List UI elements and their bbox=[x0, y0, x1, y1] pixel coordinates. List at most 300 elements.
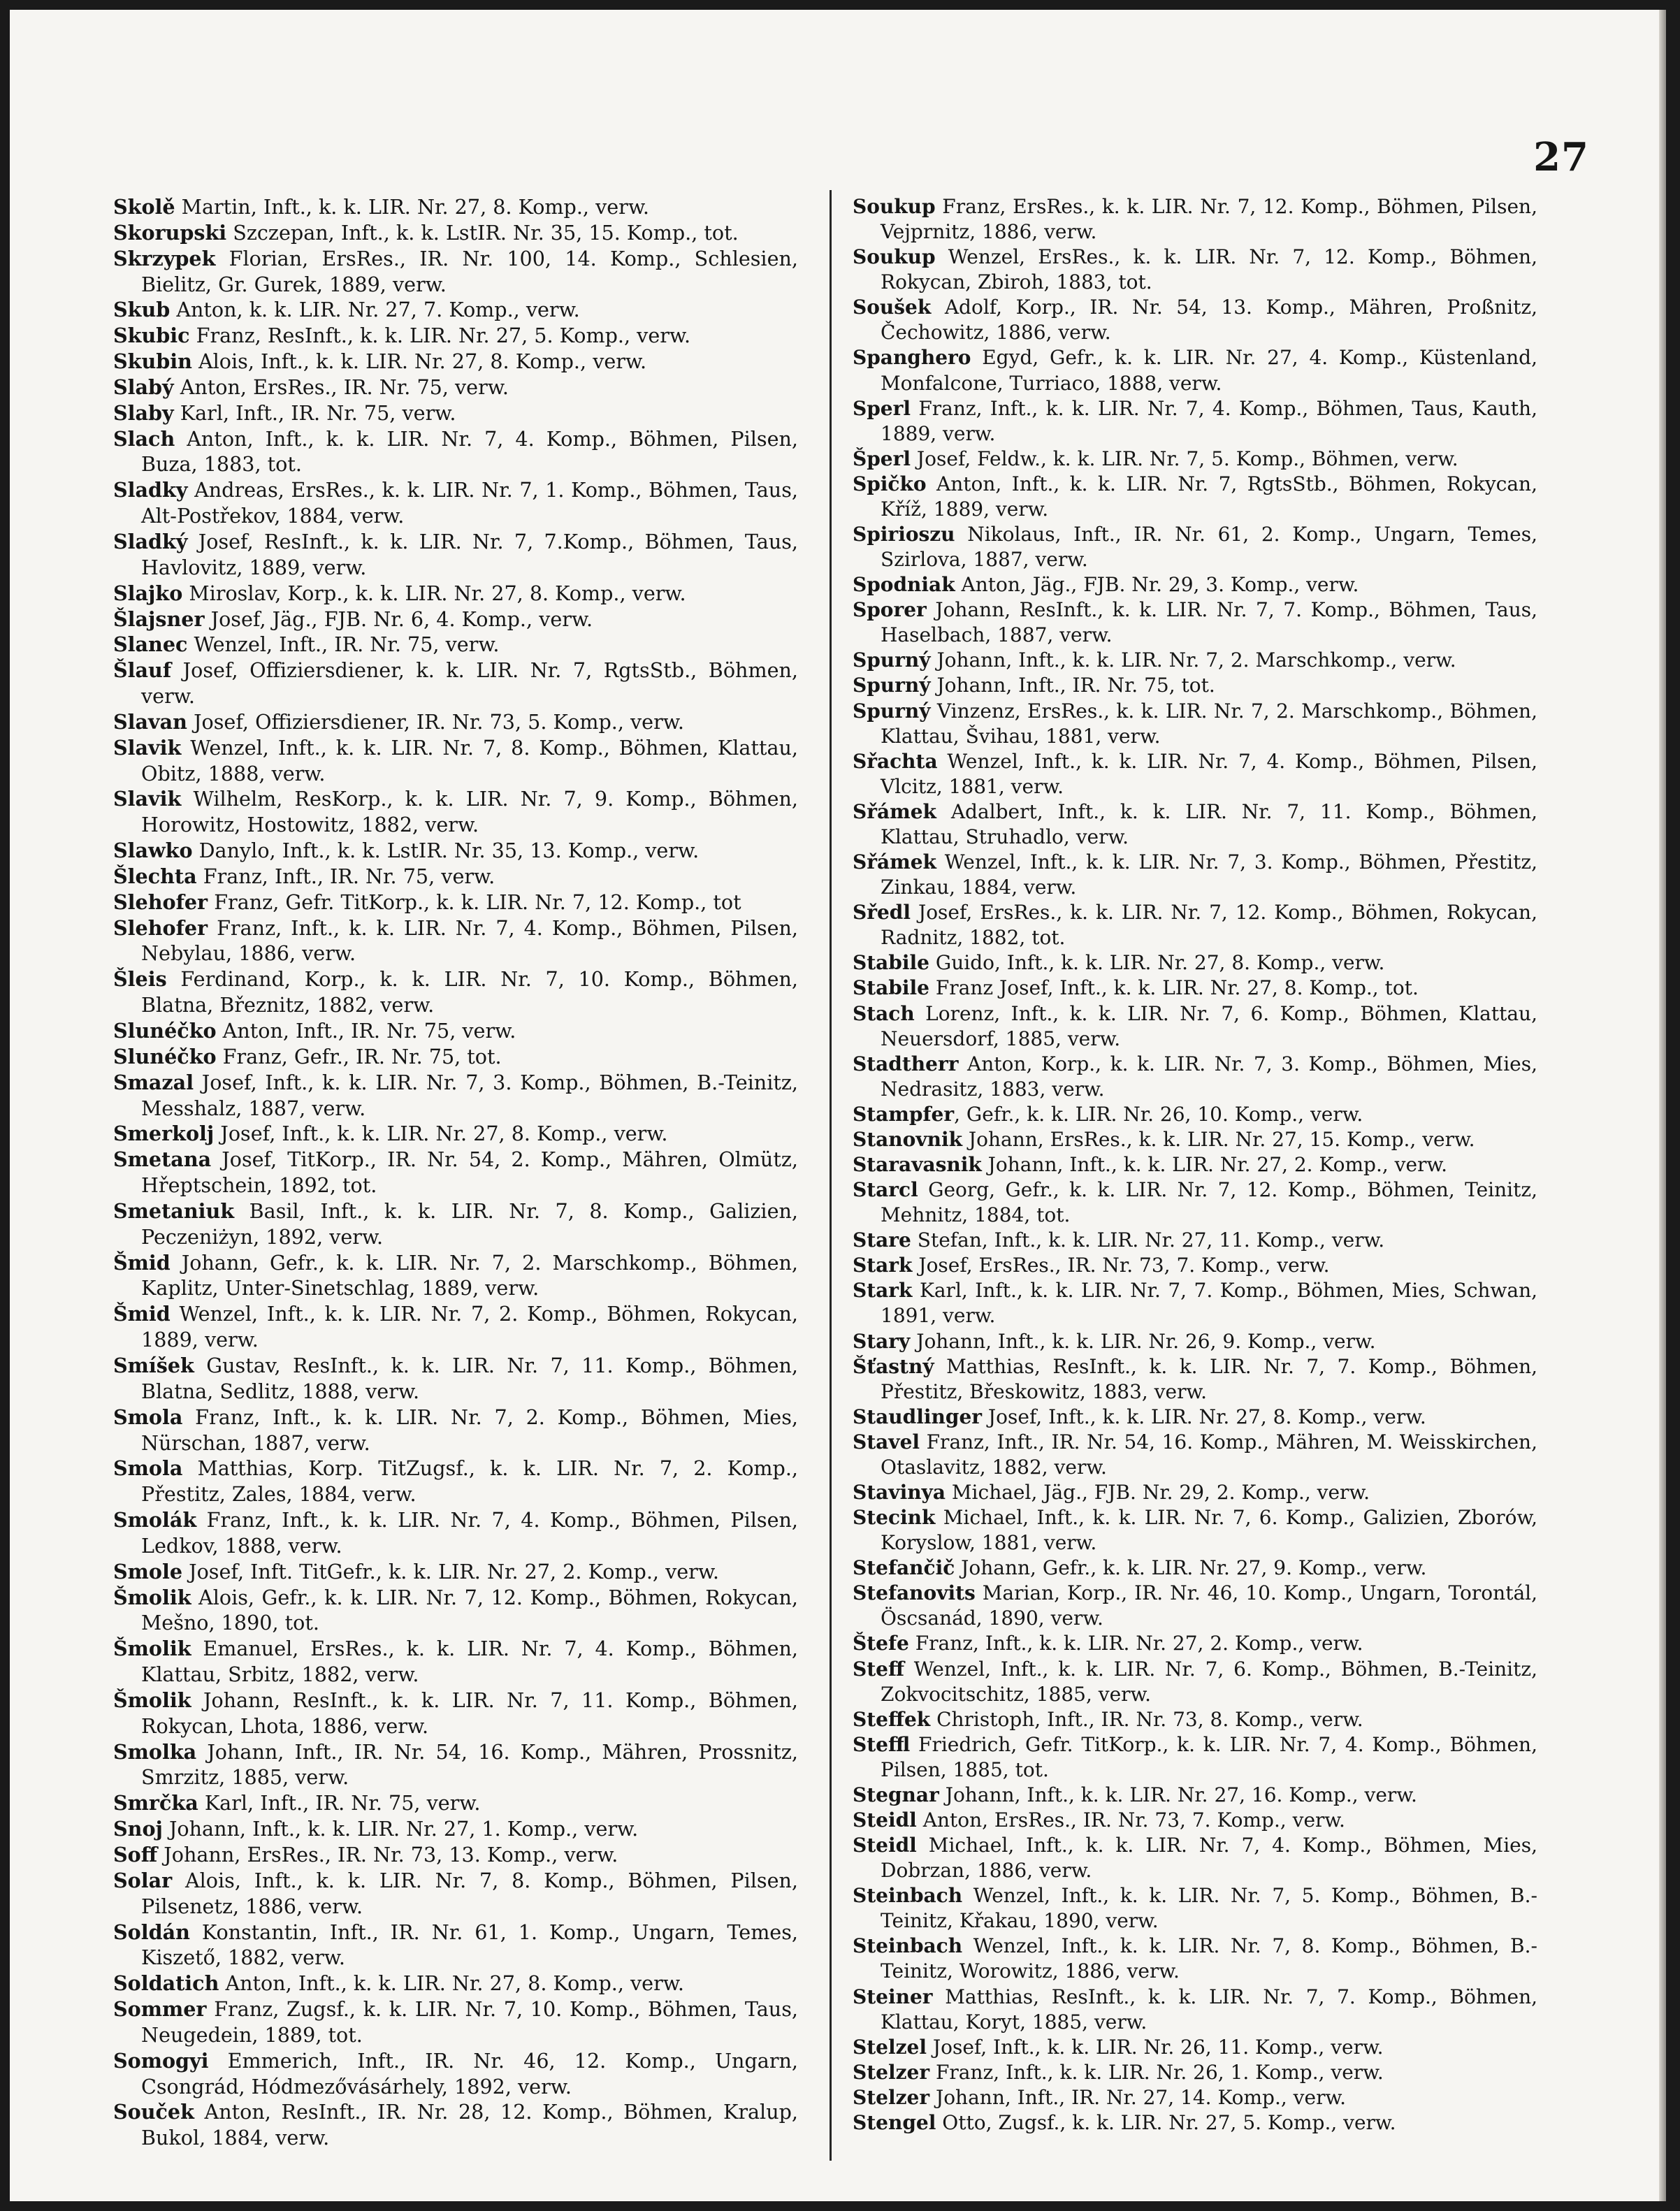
register-entry bbox=[113, 735, 798, 787]
entry-surname: Stelzer bbox=[853, 2085, 930, 2109]
entry-surname: Spurný bbox=[853, 674, 931, 697]
entry-surname: Smíšek bbox=[113, 1353, 194, 1377]
entry-details: Wenzel, ErsRes., k. k. LIR. Nr. 7, 12. Komp., Böhmen, Rokycan, Zbiroh, 1883, tot. bbox=[881, 245, 1537, 294]
register-entry bbox=[113, 1405, 798, 1456]
register-entry bbox=[113, 297, 798, 323]
register-entry bbox=[853, 673, 1537, 698]
register-entry bbox=[113, 1198, 798, 1250]
register-entry bbox=[113, 529, 798, 581]
entry-surname: Stampfer bbox=[853, 1102, 955, 1126]
entry-details: Wenzel, Inft., k. k. LIR. Nr. 7, 3. Komp., Böhmen, Přestitz, Zinkau, 1884, verw. bbox=[881, 850, 1537, 899]
entry-details: Johann, ResInft., k. k. LIR. Nr. 7, 11. Komp., Böhmen, Rokycan, Lhota, 1886, verw. bbox=[141, 1688, 798, 1738]
entry-details: Franz, Inft., k. k. LIR. Nr. 27, 2. Komp., verw. bbox=[908, 1632, 1363, 1655]
register-entry bbox=[853, 345, 1537, 396]
entry-details: Anton, ResInft., IR. Nr. 28, 12. Komp., Böhmen, Kralup, Bukol, 1884, verw. bbox=[141, 2100, 798, 2150]
entry-details: Josef, Offiziersdiener, IR. Nr. 73, 5. Komp., verw. bbox=[187, 709, 684, 734]
entry-surname: Šmid bbox=[113, 1250, 171, 1275]
register-entry bbox=[853, 1631, 1537, 1656]
entry-surname: Smole bbox=[113, 1559, 183, 1583]
register-entry bbox=[853, 472, 1537, 522]
entry-surname: Stabile bbox=[853, 951, 929, 975]
entry-surname: Slunéčko bbox=[113, 1019, 217, 1043]
entry-details: Wenzel, Inft., k. k. LIR. Nr. 7, 6. Komp., Böhmen, B.-Teinitz, Zokvocitschitz, 1885, verw. bbox=[881, 1657, 1537, 1706]
entry-details: Guido, Inft., k. k. LIR. Nr. 27, 8. Komp., verw. bbox=[929, 951, 1385, 975]
entry-surname: Stadtherr bbox=[853, 1052, 959, 1075]
entry-surname: Spurný bbox=[853, 648, 931, 672]
entry-details: Lorenz, Inft., k. k. LIR. Nr. 7, 6. Komp., Böhmen, Klattau, Neuersdorf, 1885, verw. bbox=[881, 1001, 1537, 1050]
entry-surname: Šťastný bbox=[853, 1354, 934, 1378]
entry-details: Michael, Inft., k. k. LIR. Nr. 7, 4. Komp., Böhmen, Mies, Dobrzan, 1886, verw. bbox=[881, 1834, 1537, 1883]
entry-details: Ferdinand, Korp., k. k. LIR. Nr. 7, 10. Komp., Böhmen, Blatna, Březnitz, 1882, verw. bbox=[141, 967, 798, 1017]
register-entry bbox=[853, 245, 1537, 295]
register-entry bbox=[113, 632, 798, 658]
page-number: 27 bbox=[1533, 134, 1589, 180]
entry-details: Matthias, ResInft., k. k. LIR. Nr. 7, 7. Komp., Böhmen, Klattau, Koryt, 1885, verw. bbox=[881, 1985, 1537, 2034]
entry-surname: Stary bbox=[853, 1329, 911, 1353]
entry-details: Franz, Zugsf., k. k. LIR. Nr. 7, 10. Komp., Böhmen, Taus, Neugedein, 1889, tot. bbox=[141, 1997, 798, 2047]
entry-surname: Stefanovits bbox=[853, 1581, 976, 1605]
register-entry bbox=[113, 1816, 798, 1842]
entry-surname: Sladky bbox=[113, 478, 188, 502]
register-entry bbox=[853, 1657, 1537, 1707]
entry-details: Emmerich, Inft., IR. Nr. 46, 12. Komp., Ungarn, Csongrád, Hódmezővásárhely, 1892, verw. bbox=[141, 2048, 798, 2098]
register-entry bbox=[853, 749, 1537, 799]
entry-details: Christoph, Inft., IR. Nr. 73, 8. Komp., verw. bbox=[930, 1707, 1363, 1731]
entry-details: Wilhelm, ResKorp., k. k. LIR. Nr. 7, 9. Komp., Böhmen, Horowitz, Hostowitz, 1882, verw. bbox=[141, 787, 798, 837]
entry-details: , Gefr., k. k. LIR. Nr. 26, 10. Komp., verw. bbox=[954, 1102, 1363, 1126]
register-entry bbox=[113, 1636, 798, 1688]
register-entry bbox=[113, 1044, 798, 1070]
register-entry bbox=[853, 950, 1537, 976]
entry-details: Johann, Inft., k. k. LIR. Nr. 7, 2. Marschkomp., verw. bbox=[930, 648, 1456, 672]
entry-surname: Skubin bbox=[113, 349, 192, 374]
entry-details: Josef, ErsRes., k. k. LIR. Nr. 7, 12. Komp., Böhmen, Rokycan, Radnitz, 1882, tot. bbox=[881, 901, 1537, 950]
entry-details: Johann, Gefr., k. k. LIR. Nr. 7, 2. Marschkomp., Böhmen, Kaplitz, Unter-Sinetschlag, 1889, verw. bbox=[141, 1250, 798, 1300]
entry-surname: Spurný bbox=[853, 699, 931, 723]
entry-details: Friedrich, Gefr. TitKorp., k. k. LIR. Nr. 7, 4. Komp., Böhmen, Pilsen, 1885, tot. bbox=[881, 1732, 1537, 1781]
entry-surname: Stanovnik bbox=[853, 1127, 962, 1151]
entry-surname: Staravasnik bbox=[853, 1152, 982, 1176]
entry-surname: Steffek bbox=[853, 1707, 931, 1731]
entry-details: Emanuel, ErsRes., k. k. LIR. Nr. 7, 4. Komp., Böhmen, Klattau, Srbitz, 1882, verw. bbox=[141, 1637, 798, 1687]
entry-details: Wenzel, Inft., k. k. LIR. Nr. 7, 8. Komp., Böhmen, Klattau, Obitz, 1888, verw. bbox=[141, 735, 798, 785]
entry-surname: Šmid bbox=[113, 1302, 171, 1326]
entry-details: Alois, Inft., k. k. LIR. Nr. 7, 8. Komp., Böhmen, Pilsen, Pilsenetz, 1886, verw. bbox=[141, 1868, 798, 1918]
entry-details: Franz, ErsRes., k. k. LIR. Nr. 7, 12. Komp., Böhmen, Pilsen, Vejprnitz, 1886, verw. bbox=[881, 195, 1537, 244]
register-entry bbox=[113, 1868, 798, 1920]
page-edge-shadow bbox=[1659, 10, 1666, 2201]
entry-surname: Stach bbox=[853, 1001, 915, 1025]
entry-details: Franz, Gefr. TitKorp., k. k. LIR. Nr. 7, 12. Komp., tot bbox=[208, 890, 741, 914]
register-entry bbox=[113, 194, 798, 220]
register-entry bbox=[113, 1250, 798, 1302]
entry-surname: Slavik bbox=[113, 787, 182, 811]
entry-details: Anton, Korp., k. k. LIR. Nr. 7, 3. Komp., Böhmen, Mies, Nedrasitz, 1883, verw. bbox=[881, 1052, 1537, 1101]
entry-details: Wenzel, Inft., IR. Nr. 75, verw. bbox=[187, 632, 500, 657]
entry-details: Konstantin, Inft., IR. Nr. 61, 1. Komp., Ungarn, Temes, Kiszető, 1882, verw. bbox=[141, 1920, 798, 1970]
entry-surname: Soukup bbox=[853, 195, 936, 218]
entry-details: Josef, TitKorp., IR. Nr. 54, 2. Komp., Mähren, Olmütz, Hřeptschein, 1892, tot. bbox=[141, 1147, 798, 1198]
register-entry bbox=[853, 1707, 1537, 1732]
register-entry bbox=[113, 709, 798, 735]
register-entry bbox=[853, 522, 1537, 572]
register-entry bbox=[113, 1507, 798, 1559]
entry-details: Alois, Inft., k. k. LIR. Nr. 27, 8. Komp., verw. bbox=[191, 349, 647, 374]
register-entry bbox=[113, 1147, 798, 1198]
entry-surname: Somogyi bbox=[113, 2048, 209, 2073]
entry-details: Adalbert, Inft., k. k. LIR. Nr. 7, 11. Komp., Böhmen, Klattau, Struhadlo, verw. bbox=[881, 799, 1537, 848]
entry-surname: Stark bbox=[853, 1279, 913, 1303]
entry-surname: Slabý bbox=[113, 375, 174, 399]
register-entry bbox=[853, 2060, 1537, 2085]
entry-surname: Steiner bbox=[853, 1985, 933, 2008]
entry-details: Michael, Jäg., FJB. Nr. 29, 2. Komp., verw. bbox=[945, 1480, 1370, 1504]
register-entry bbox=[113, 400, 798, 426]
entry-details: Anton, Inft., k. k. LIR. Nr. 27, 8. Komp., verw. bbox=[219, 1971, 684, 1996]
register-entry bbox=[853, 447, 1537, 472]
register-entry bbox=[853, 1556, 1537, 1581]
entry-surname: Slawko bbox=[113, 839, 193, 863]
register-entry bbox=[113, 323, 798, 349]
entry-surname: Smrčka bbox=[113, 1791, 198, 1815]
entry-details: Franz, Inft., k. k. LIR. Nr. 26, 1. Komp., verw. bbox=[929, 2060, 1384, 2084]
entry-details: Danylo, Inft., k. k. LstIR. Nr. 35, 13. Komp., verw. bbox=[192, 839, 700, 863]
entry-surname: Spirioszu bbox=[853, 523, 955, 546]
entry-surname: Steff bbox=[853, 1657, 904, 1681]
register-entry bbox=[853, 1783, 1537, 1808]
entry-surname: Snoj bbox=[113, 1817, 163, 1841]
entry-details: Johann, Inft., k. k. LIR. Nr. 26, 9. Komp., verw. bbox=[910, 1329, 1376, 1353]
entry-surname: Skolě bbox=[113, 195, 175, 219]
register-entry bbox=[853, 1430, 1537, 1480]
entry-surname: Šlajsner bbox=[113, 607, 205, 631]
entry-details: Karl, Inft., IR. Nr. 75, verw. bbox=[173, 400, 456, 425]
entry-details: Karl, Inft., IR. Nr. 75, verw. bbox=[198, 1791, 481, 1815]
register-entry bbox=[113, 220, 798, 246]
entry-details: Anton, k. k. LIR. Nr. 27, 7. Komp., verw. bbox=[170, 298, 580, 322]
register-entry bbox=[113, 349, 798, 375]
register-entry bbox=[853, 1581, 1537, 1631]
register-entry bbox=[113, 2099, 798, 2151]
entry-surname: Spodniak bbox=[853, 573, 955, 597]
entry-surname: Skubic bbox=[113, 324, 190, 348]
register-entry bbox=[113, 1688, 798, 1739]
document-page bbox=[10, 10, 1666, 2201]
register-entry bbox=[853, 572, 1537, 597]
register-entry bbox=[853, 648, 1537, 673]
entry-details: Johann, Inft., IR. Nr. 75, tot. bbox=[930, 674, 1215, 697]
register-entry bbox=[853, 1405, 1537, 1430]
entry-surname: Staudlinger bbox=[853, 1405, 983, 1428]
register-entry bbox=[113, 375, 798, 400]
entry-surname: Slanec bbox=[113, 632, 188, 657]
register-entry bbox=[853, 1052, 1537, 1102]
entry-surname: Stefančič bbox=[853, 1556, 955, 1580]
entry-surname: Stengel bbox=[853, 2110, 936, 2134]
entry-surname: Slaby bbox=[113, 400, 174, 425]
register-entry bbox=[113, 1559, 798, 1585]
entry-details: Anton, Inft., k. k. LIR. Nr. 7, RgtsStb., Böhmen, Rokycan, Kříž, 1889, verw. bbox=[881, 472, 1537, 521]
entry-details: Karl, Inft., k. k. LIR. Nr. 7, 7. Komp., Böhmen, Mies, Schwan, 1891, verw. bbox=[881, 1279, 1537, 1328]
entry-surname: Steinbach bbox=[853, 1884, 963, 1908]
entry-details: Franz, Inft., IR. Nr. 54, 16. Komp., Mähren, M. Weisskirchen, Otaslavitz, 1882, verw. bbox=[881, 1430, 1537, 1479]
register-entry bbox=[113, 1301, 798, 1353]
entry-details: Wenzel, Inft., k. k. LIR. Nr. 7, 8. Komp., Böhmen, B.-Teinitz, Worowitz, 1886, verw. bbox=[881, 1934, 1537, 1983]
entry-details: Anton, ErsRes., IR. Nr. 73, 7. Komp., verw. bbox=[916, 1808, 1345, 1832]
entry-surname: Soukup bbox=[853, 245, 936, 269]
entry-surname: Štefe bbox=[853, 1632, 909, 1655]
register-entry bbox=[853, 1883, 1537, 1934]
register-entry bbox=[853, 1934, 1537, 1984]
register-entry bbox=[853, 1127, 1537, 1152]
register-entry bbox=[853, 1808, 1537, 1833]
register-entry bbox=[113, 2048, 798, 2100]
entry-surname: Spičko bbox=[853, 472, 927, 495]
entry-surname: Skub bbox=[113, 298, 171, 322]
entry-details: Johann, Inft., k. k. LIR. Nr. 27, 2. Komp., verw. bbox=[981, 1152, 1447, 1176]
entry-details: Szczepan, Inft., k. k. LstIR. Nr. 35, 15. Komp., tot. bbox=[226, 220, 739, 245]
register-entry bbox=[853, 2085, 1537, 2110]
entry-details: Anton, Inft., IR. Nr. 75, verw. bbox=[216, 1019, 516, 1043]
entry-details: Franz Josef, Inft., k. k. LIR. Nr. 27, 8. Komp., tot. bbox=[929, 976, 1419, 1000]
register-entry bbox=[853, 1102, 1537, 1127]
entry-surname: Slehofer bbox=[113, 915, 208, 940]
entry-surname: Šmolik bbox=[113, 1688, 191, 1712]
register-entry bbox=[113, 607, 798, 632]
entry-surname: Smolka bbox=[113, 1739, 197, 1764]
register-entry bbox=[113, 1842, 798, 1868]
entry-details: Johann, Inft., IR. Nr. 27, 14. Komp., verw. bbox=[929, 2085, 1346, 2109]
entry-surname: Steidl bbox=[853, 1834, 917, 1857]
register-entry bbox=[853, 1228, 1537, 1253]
entry-surname: Steinbach bbox=[853, 1934, 963, 1958]
entry-details: Johann, ResInft., k. k. LIR. Nr. 7, 7. Komp., Böhmen, Taus, Haselbach, 1887, verw. bbox=[881, 598, 1537, 647]
entry-surname: Skrzypek bbox=[113, 246, 216, 270]
register-entry bbox=[113, 1121, 798, 1147]
entry-surname: Stecink bbox=[853, 1506, 936, 1530]
register-entry bbox=[113, 1353, 798, 1405]
register-entry bbox=[113, 658, 798, 709]
entry-details: Josef, Inft., k. k. LIR. Nr. 26, 11. Komp., verw. bbox=[926, 2035, 1384, 2059]
register-entry bbox=[853, 1329, 1537, 1354]
entry-surname: Soldatich bbox=[113, 1971, 219, 1996]
register-entry bbox=[853, 699, 1537, 749]
entry-surname: Šlechta bbox=[113, 864, 197, 888]
entry-surname: Starcl bbox=[853, 1178, 918, 1202]
register-entry bbox=[113, 1971, 798, 1996]
entry-details: Franz, ResInft., k. k. LIR. Nr. 27, 5. Komp., verw. bbox=[189, 324, 691, 348]
register-entry bbox=[853, 194, 1537, 245]
entry-surname: Stelzer bbox=[853, 2060, 930, 2084]
entry-surname: Steffl bbox=[853, 1732, 911, 1756]
entry-surname: Skorupski bbox=[113, 220, 227, 245]
entry-details: Franz, Inft., k. k. LIR. Nr. 7, 4. Komp., Böhmen, Pilsen, Ledkov, 1888, verw. bbox=[141, 1508, 798, 1558]
register-entry bbox=[853, 1732, 1537, 1783]
entry-details: Josef, Inft., k. k. LIR. Nr. 27, 8. Komp., verw. bbox=[214, 1122, 668, 1146]
entry-details: Josef, Jäg., FJB. Nr. 6, 4. Komp., verw. bbox=[204, 607, 593, 631]
register-entry bbox=[113, 1018, 798, 1044]
entry-details: Wenzel, Inft., k. k. LIR. Nr. 7, 2. Komp., Böhmen, Rokycan, 1889, verw. bbox=[141, 1302, 798, 1352]
register-entry bbox=[113, 1070, 798, 1122]
register-entry bbox=[853, 295, 1537, 345]
entry-surname: Slach bbox=[113, 426, 175, 451]
entry-details: Johann, ErsRes., IR. Nr. 73, 13. Komp., verw. bbox=[157, 1843, 618, 1866]
entry-details: Josef, Inft., k. k. LIR. Nr. 27, 8. Komp., verw. bbox=[982, 1405, 1426, 1428]
entry-surname: Smola bbox=[113, 1405, 183, 1429]
entry-surname: Stavinya bbox=[853, 1480, 946, 1504]
entry-details: Josef, ErsRes., IR. Nr. 73, 7. Komp., verw. bbox=[912, 1254, 1330, 1277]
register-entry bbox=[853, 976, 1537, 1001]
entry-details: Nikolaus, Inft., IR. Nr. 61, 2. Komp., Ungarn, Temes, Szirlova, 1887, verw. bbox=[881, 523, 1537, 572]
entry-details: Franz, Inft., IR. Nr. 75, verw. bbox=[196, 864, 495, 888]
entry-details: Wenzel, Inft., k. k. LIR. Nr. 7, 4. Komp., Böhmen, Pilsen, Vlcitz, 1881, verw. bbox=[881, 749, 1537, 798]
entry-surname: Smerkolj bbox=[113, 1122, 215, 1146]
register-entry bbox=[853, 1177, 1537, 1228]
register-entry bbox=[853, 1354, 1537, 1405]
entry-surname: Steidl bbox=[853, 1808, 917, 1832]
entry-surname: Spanghero bbox=[853, 346, 971, 370]
entry-details: Stefan, Inft., k. k. LIR. Nr. 27, 11. Komp., verw. bbox=[911, 1228, 1385, 1252]
entry-details: Andreas, ErsRes., k. k. LIR. Nr. 7, 1. Komp., Böhmen, Taus, Alt-Postřekov, 1884, verw. bbox=[141, 478, 798, 528]
entry-surname: Stabile bbox=[853, 976, 929, 1000]
register-entry bbox=[113, 915, 798, 967]
entry-details: Josef, Offiziersdiener, k. k. LIR. Nr. 7, RgtsStb., Böhmen, verw. bbox=[141, 658, 798, 709]
register-entry bbox=[853, 396, 1537, 447]
entry-details: Gustav, ResInft., k. k. LIR. Nr. 7, 11. Komp., Böhmen, Blatna, Sedlitz, 1888, verw. bbox=[141, 1353, 798, 1403]
register-entry bbox=[113, 864, 798, 890]
register-entry bbox=[853, 2035, 1537, 2060]
entry-surname: Soušek bbox=[853, 296, 932, 319]
entry-surname: Stavel bbox=[853, 1430, 920, 1454]
register-entry bbox=[853, 1278, 1537, 1328]
entry-surname: Smola bbox=[113, 1456, 183, 1481]
entry-surname: Šleis bbox=[113, 967, 167, 992]
register-entry bbox=[113, 477, 798, 529]
register-entry bbox=[853, 850, 1537, 900]
register-entry bbox=[853, 1833, 1537, 1883]
entry-details: Martin, Inft., k. k. LIR. Nr. 27, 8. Komp., verw. bbox=[175, 195, 650, 219]
entry-details: Vinzenz, ErsRes., k. k. LIR. Nr. 7, 2. Marschkomp., Böhmen, Klattau, Švihau, 1881, verw. bbox=[881, 699, 1537, 748]
entry-details: Johann, ErsRes., k. k. LIR. Nr. 27, 15. Komp., verw. bbox=[962, 1127, 1475, 1151]
register-entry bbox=[853, 2110, 1537, 2136]
entry-surname: Slehofer bbox=[113, 890, 208, 914]
entry-details: Johann, Inft., k. k. LIR. Nr. 27, 16. Komp., verw. bbox=[939, 1783, 1417, 1806]
entry-details: Franz, Inft., k. k. LIR. Nr. 7, 4. Komp., Böhmen, Pilsen, Nebylau, 1886, verw. bbox=[141, 915, 798, 966]
register-entry bbox=[113, 1585, 798, 1637]
entry-details: Johann, Inft., IR. Nr. 54, 16. Komp., Mähren, Prossnitz, Smrzitz, 1885, verw. bbox=[141, 1739, 798, 1790]
register-entry bbox=[113, 1920, 798, 1971]
entry-details: Adolf, Korp., IR. Nr. 54, 13. Komp., Mähren, Proßnitz, Čechowitz, 1886, verw. bbox=[881, 296, 1537, 345]
entry-surname: Soldán bbox=[113, 1920, 190, 1944]
entry-surname: Smolák bbox=[113, 1508, 197, 1532]
entry-details: Alois, Gefr., k. k. LIR. Nr. 7, 12. Komp., Böhmen, Rokycan, Mešno, 1890, tot. bbox=[141, 1585, 798, 1635]
entry-details: Matthias, Korp. TitZugsf., k. k. LIR. Nr. 7, 2. Komp., Přestitz, Zales, 1884, verw. bbox=[141, 1456, 798, 1507]
register-entry bbox=[853, 900, 1537, 950]
entry-details: Johann, Gefr., k. k. LIR. Nr. 27, 9. Komp., verw. bbox=[955, 1556, 1427, 1580]
entry-details: Josef, Inft. TitGefr., k. k. LIR. Nr. 27, 2. Komp., verw. bbox=[182, 1559, 720, 1583]
entry-surname: Sřámek bbox=[853, 850, 936, 874]
entry-details: Josef, ResInft., k. k. LIR. Nr. 7, 7.Komp., Böhmen, Taus, Havlovitz, 1889, verw. bbox=[141, 529, 798, 579]
entry-details: Anton, Inft., k. k. LIR. Nr. 7, 4. Komp., Böhmen, Pilsen, Buza, 1883, tot. bbox=[141, 426, 798, 477]
register-entry bbox=[113, 1456, 798, 1507]
entry-surname: Sladký bbox=[113, 529, 188, 553]
entry-details: Matthias, ResInft., k. k. LIR. Nr. 7, 7. Komp., Böhmen, Přestitz, Břeskowitz, 1883, verw. bbox=[881, 1354, 1537, 1403]
entry-surname: Sředl bbox=[853, 901, 911, 925]
entry-surname: Šmolik bbox=[113, 1637, 191, 1661]
entry-surname: Slajko bbox=[113, 581, 183, 605]
register-entry bbox=[853, 1985, 1537, 2035]
register-entry bbox=[113, 426, 798, 478]
entry-details: Anton, Jäg., FJB. Nr. 29, 3. Komp., verw. bbox=[955, 573, 1359, 597]
register-entry bbox=[113, 1739, 798, 1791]
entry-surname: Soff bbox=[113, 1843, 158, 1866]
entry-surname: Sporer bbox=[853, 598, 927, 622]
entry-surname: Slavik bbox=[113, 735, 182, 760]
register-entry bbox=[113, 890, 798, 915]
entry-details: Franz, Inft., k. k. LIR. Nr. 7, 2. Komp., Böhmen, Mies, Nürschan, 1887, verw. bbox=[141, 1405, 798, 1455]
entry-details: Egyd, Gefr., k. k. LIR. Nr. 27, 4. Komp., Küstenland, Monfalcone, Turriaco, 1888, verw. bbox=[881, 346, 1537, 395]
entry-surname: Smetana bbox=[113, 1147, 212, 1172]
register-entry bbox=[113, 1996, 798, 2048]
entry-details: Georg, Gefr., k. k. LIR. Nr. 7, 12. Komp., Böhmen, Teinitz, Mehnitz, 1884, tot. bbox=[881, 1178, 1537, 1227]
entry-surname: Sřachta bbox=[853, 749, 938, 773]
entry-details: Franz, Gefr., IR. Nr. 75, tot. bbox=[216, 1044, 502, 1068]
entry-surname: Sperl bbox=[853, 396, 911, 420]
entry-surname: Stelzel bbox=[853, 2035, 927, 2059]
entry-details: Michael, Inft., k. k. LIR. Nr. 7, 6. Komp., Galizien, Zborów, Koryslow, 1881, verw. bbox=[881, 1506, 1537, 1555]
entry-surname: Stegnar bbox=[853, 1783, 939, 1806]
entry-surname: Šperl bbox=[853, 447, 911, 470]
register-entry bbox=[853, 1152, 1537, 1177]
entry-details: Franz, Inft., k. k. LIR. Nr. 7, 4. Komp., Böhmen, Taus, Kauth, 1889, verw. bbox=[881, 396, 1537, 445]
entry-surname: Solar bbox=[113, 1868, 173, 1892]
entry-details: Basil, Inft., k. k. LIR. Nr. 7, 8. Komp., Galizien, Peczeniżyn, 1892, verw. bbox=[141, 1198, 798, 1249]
entry-surname: Stare bbox=[853, 1228, 911, 1252]
right-column bbox=[853, 194, 1537, 2151]
entry-details: Otto, Zugsf., k. k. LIR. Nr. 27, 5. Komp., verw. bbox=[936, 2110, 1396, 2134]
entry-surname: Sommer bbox=[113, 1997, 207, 2022]
entry-surname: Slavan bbox=[113, 709, 187, 734]
entry-surname: Šlauf bbox=[113, 658, 172, 683]
register-entry bbox=[113, 966, 798, 1018]
register-entry bbox=[853, 1253, 1537, 1278]
entry-surname: Šmolik bbox=[113, 1585, 191, 1609]
entry-details: Marian, Korp., IR. Nr. 46, 10. Komp., Ungarn, Torontál, Öscsanád, 1890, verw. bbox=[881, 1581, 1537, 1630]
entry-details: Miroslav, Korp., k. k. LIR. Nr. 27, 8. Komp., verw. bbox=[182, 581, 686, 605]
register-entry bbox=[853, 597, 1537, 648]
entry-details: Josef, Feldw., k. k. LIR. Nr. 7, 5. Komp., Böhmen, verw. bbox=[911, 447, 1458, 470]
register-entry bbox=[113, 786, 798, 838]
entry-surname: Smazal bbox=[113, 1070, 194, 1094]
entry-surname: Sřámek bbox=[853, 799, 936, 823]
entry-surname: Stark bbox=[853, 1254, 913, 1277]
register-entry bbox=[853, 1505, 1537, 1556]
entry-surname: Souček bbox=[113, 2100, 194, 2124]
entry-details: Josef, Inft., k. k. LIR. Nr. 7, 3. Komp., Böhmen, B.-Teinitz, Messhalz, 1887, verw. bbox=[141, 1070, 798, 1120]
register-entry bbox=[853, 1480, 1537, 1505]
entry-details: Florian, ErsRes., IR. Nr. 100, 14. Komp., Schlesien, Bielitz, Gr. Gurek, 1889, verw. bbox=[141, 246, 798, 296]
register-entry bbox=[113, 246, 798, 298]
entry-details: Johann, Inft., k. k. LIR. Nr. 27, 1. Komp., verw. bbox=[162, 1817, 639, 1841]
register-entry bbox=[113, 581, 798, 607]
left-column bbox=[113, 194, 798, 2151]
register-entry bbox=[113, 1790, 798, 1816]
entry-details: Anton, ErsRes., IR. Nr. 75, verw. bbox=[173, 375, 509, 399]
entry-details: Wenzel, Inft., k. k. LIR. Nr. 7, 5. Komp., Böhmen, B.-Teinitz, Křakau, 1890, verw. bbox=[881, 1884, 1537, 1933]
entry-surname: Slunéčko bbox=[113, 1044, 217, 1068]
register-entry bbox=[853, 799, 1537, 850]
register-entry bbox=[113, 838, 798, 864]
